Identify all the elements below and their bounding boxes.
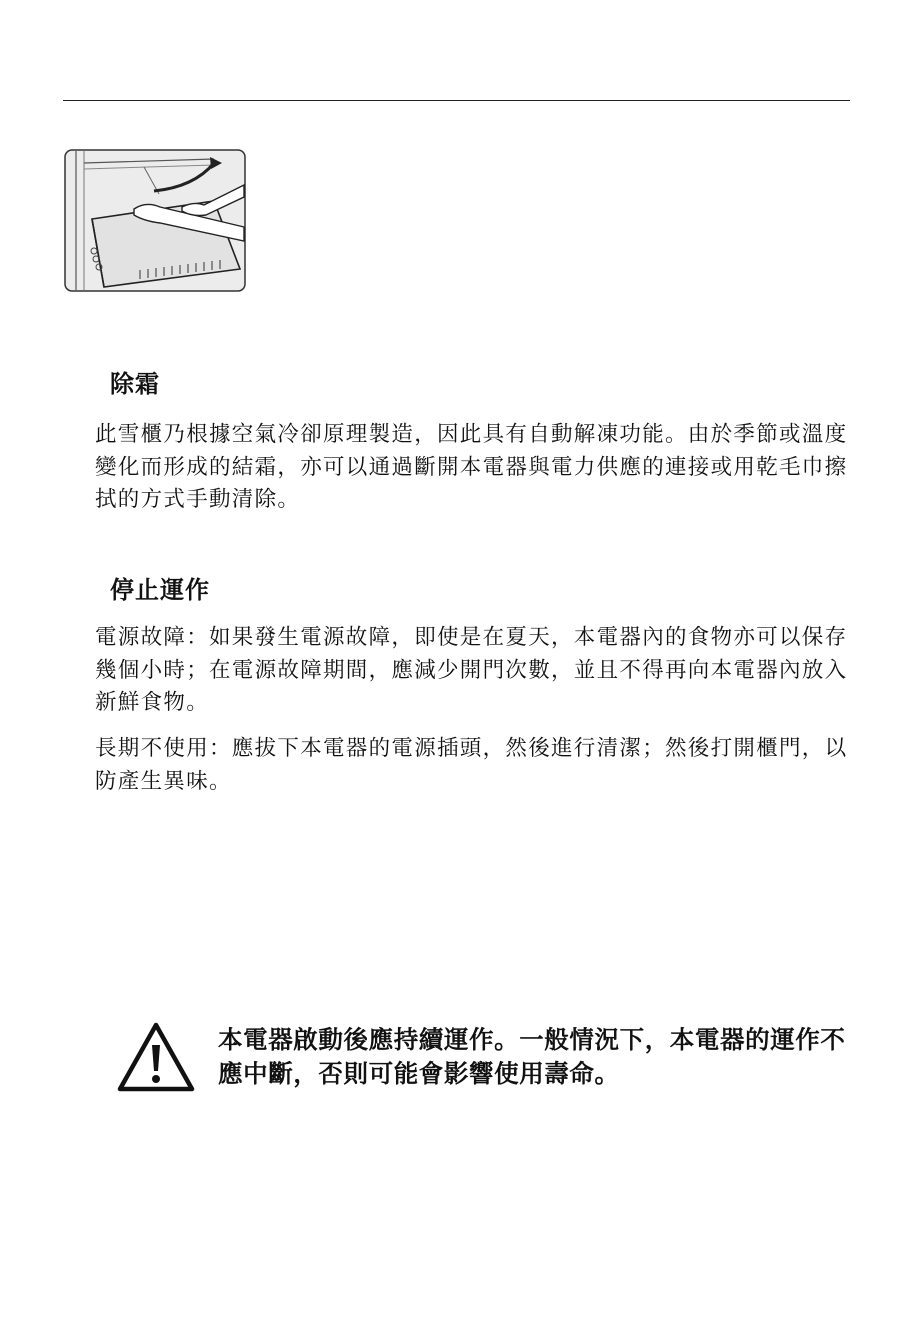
warning-triangle-icon	[116, 1021, 196, 1093]
fridge-drawer-removal-icon	[64, 149, 246, 292]
defrost-body: 此雪櫃乃根據空氣冷卻原理製造，因此具有自動解凍功能。由於季節或溫度變化而形成的結霜，亦可以通過斷開本電器與電力供應的連接或用乾毛巾擦拭的方式手動清除。	[95, 422, 848, 512]
header-rule	[63, 100, 850, 101]
long-term-paragraph: 長期不使用：應拔下本電器的電源插頭，然後進行清潔；然後打開櫃門，以防產生異味。	[95, 736, 848, 794]
warning-text: 本電器啟動後應持續運作。一般情況下，本電器的運作不應中斷，否則可能會影響使用壽命。	[218, 1025, 846, 1088]
power-failure-paragraph: 電源故障：如果發生電源故障，即使是在夏天，本電器內的食物亦可以保存幾個小時；在電源故障期間，應減少開門次數，並且不得再向本電器內放入新鮮食物。	[95, 625, 848, 715]
defrost-heading: 除霜	[110, 370, 160, 398]
stop-operation-heading: 停止運作	[110, 576, 210, 604]
